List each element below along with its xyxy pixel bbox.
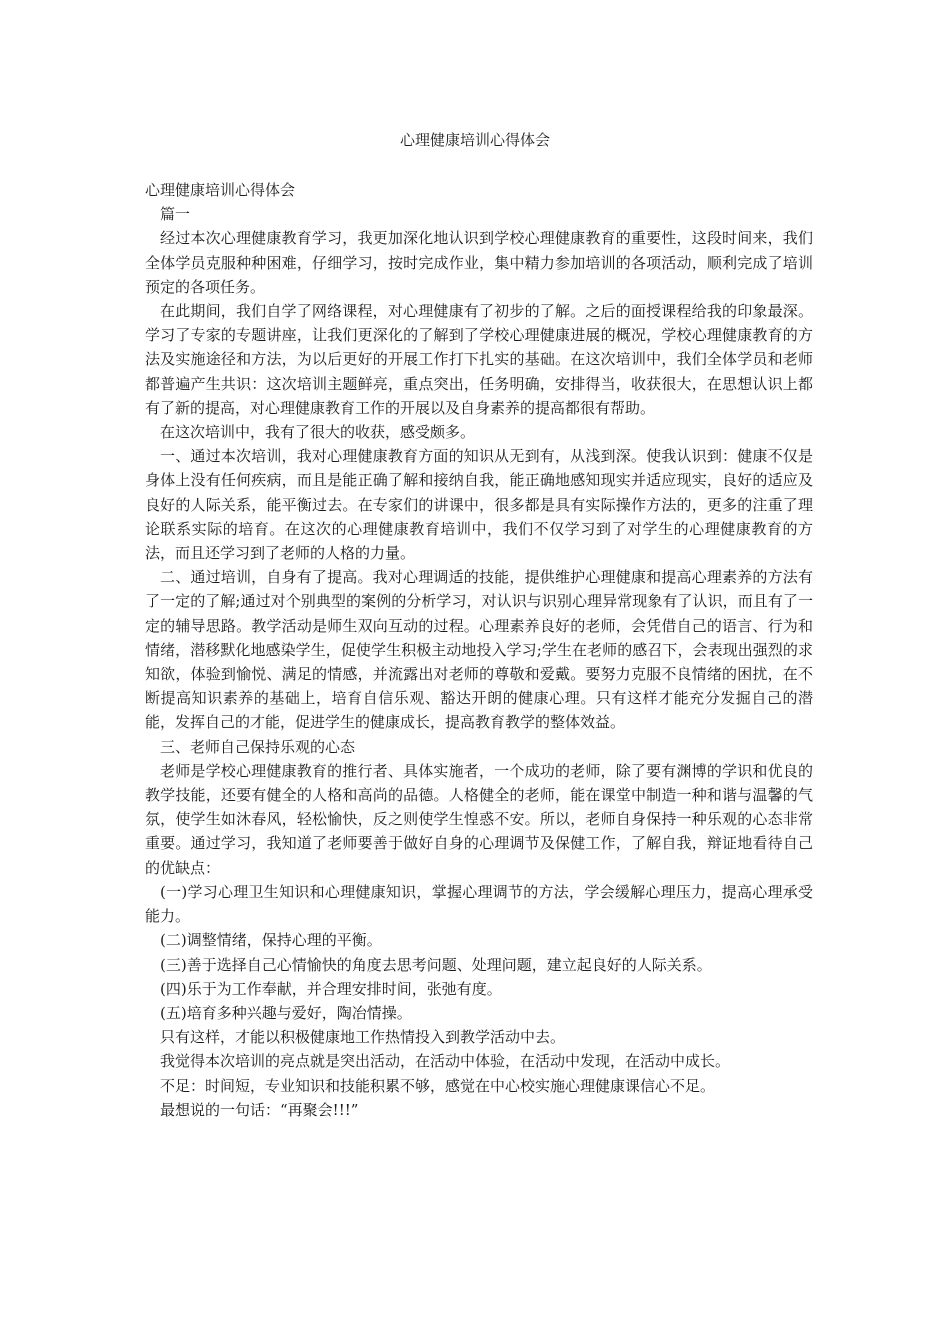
document-title: 心理健康培训心得体会 xyxy=(399,131,550,149)
paragraph-teacher: 老师是学校心理健康教育的推行者、具体实施者，一个成功的老师，除了要有渊博的学识和优良的教学技能，还要有健全的人格和高尚的品德。人格健全的老师，能在课堂中制造一种和谐与温馨的气氛，使学生如沐春风，轻松愉快，反之则使学生惶惑不安。所以，老师自身保持一种乐观的心态非常重要。通过学习，我知道了老师要善于做好自身的心理调节及保健工作，了解自我，辩证地看待自己的优缺点： xyxy=(145,761,813,877)
paragraph-highlight: 我觉得本次培训的亮点就是突出活动，在活动中体验，在活动中发现，在活动中成长。 xyxy=(160,1052,731,1071)
section-label: 篇一 xyxy=(160,205,191,224)
list-item-2: (二)调整情绪，保持心理的平衡。 xyxy=(160,931,382,950)
list-item-3: (三)善于选择自己心情愉快的角度去思考问题、处理问题，建立起良好的人际关系。 xyxy=(160,955,712,974)
list-item-4: (四)乐于为工作奉献，并合理安排时间，张弛有度。 xyxy=(160,979,502,998)
paragraph-intro: 经过本次心理健康教育学习，我更加深化地认识到学校心理健康教育的重要性，这段时间来，我们全体学员克服种种困难，仔细学习，按时完成作业，集中精力参加培训的各项活动，顺利完成了培训预定的各项任务。 xyxy=(145,229,813,296)
subheading-point-three: 三、老师自己保持乐观的心态 xyxy=(160,737,356,756)
body-heading: 心理健康培训心得体会 xyxy=(145,181,296,199)
paragraph-shortcoming: 不足：时间短，专业知识和技能积累不够，感觉在中心校实施心理健康课信心不足。 xyxy=(160,1076,716,1095)
paragraph-period: 在此期间，我们自学了网络课程，对心理健康有了初步的了解。之后的面授课程给我的印象最深。学习了专家的专题讲座，让我们更深化的了解到了学校心理健康进展的概况，学校心理健康教育的方法及实施途径和方法，为以后更好的开展工作打下扎实的基础。在这次培训中，我们全体学员和老师都普遍产生共识：这次培训主题鲜亮，重点突出，任务明确，安排得当，收获很大，在思想认识上都有了新的提高，对心理健康教育工作的开展以及自身素养的提高都很有帮助。 xyxy=(145,302,813,417)
paragraph-gains: 在这次培训中，我有了很大的收获，感受颇多。 xyxy=(160,423,476,442)
list-item-5: (五)培育多种兴趣与爱好，陶冶情操。 xyxy=(160,1003,412,1022)
paragraph-only-this-way: 只有这样，才能以积极健康地工作热情投入到教学活动中去。 xyxy=(160,1028,566,1047)
paragraph-point-one: 一、通过本次培训，我对心理健康教育方面的知识从无到有，从浅到深。使我认识到：健康不仅是身体上没有任何疾病，而且是能正确了解和接纳自我，能正确地感知现实并适应现实，良好的适应及良好的人际关系，能平衡过去。在专家们的讲课中，很多都是具有实际操作方法的，更多的注重了理论联系实际的培育。在这次的心理健康教育培训中，我们不仅学习到了对学生的心理健康教育的方法，而且还学习到了老师的人格的力量。 xyxy=(145,447,813,563)
paragraph-point-two: 二、通过培训，自身有了提高。我对心理调适的技能，提供维护心理健康和提高心理素养的方法有了一定的了解;通过对个别典型的案例的分析学习，对认识与识别心理异常现象有了认识，而且有了一定的辅导思路。教学活动是师生双向互动的过程。心理素养良好的老师，会凭借自己的语言、行为和情绪，潜移默化地感染学生，促使学生积极主动地投入学习;学生在老师的感召下，会表现出强烈的求知欲，体验到愉悦、满足的情感，并流露出对老师的尊敬和爱戴。要努力克服不良情绪的困扰，在不断提高知识素养的基础上，培育自信乐观、豁达开朗的健康心理。只有这样才能充分发掘自己的潜能，发挥自己的才能，促进学生的健康成长，提高教育教学的整体效益。 xyxy=(145,568,813,732)
document-body xyxy=(145,178,813,1122)
paragraph-closing: 最想说的一句话：“再聚会!!!” xyxy=(160,1100,359,1119)
list-item-1: (一)学习心理卫生知识和心理健康知识，掌握心理调节的方法，学会缓解心理压力，提高心理承受能力。 xyxy=(145,882,813,926)
